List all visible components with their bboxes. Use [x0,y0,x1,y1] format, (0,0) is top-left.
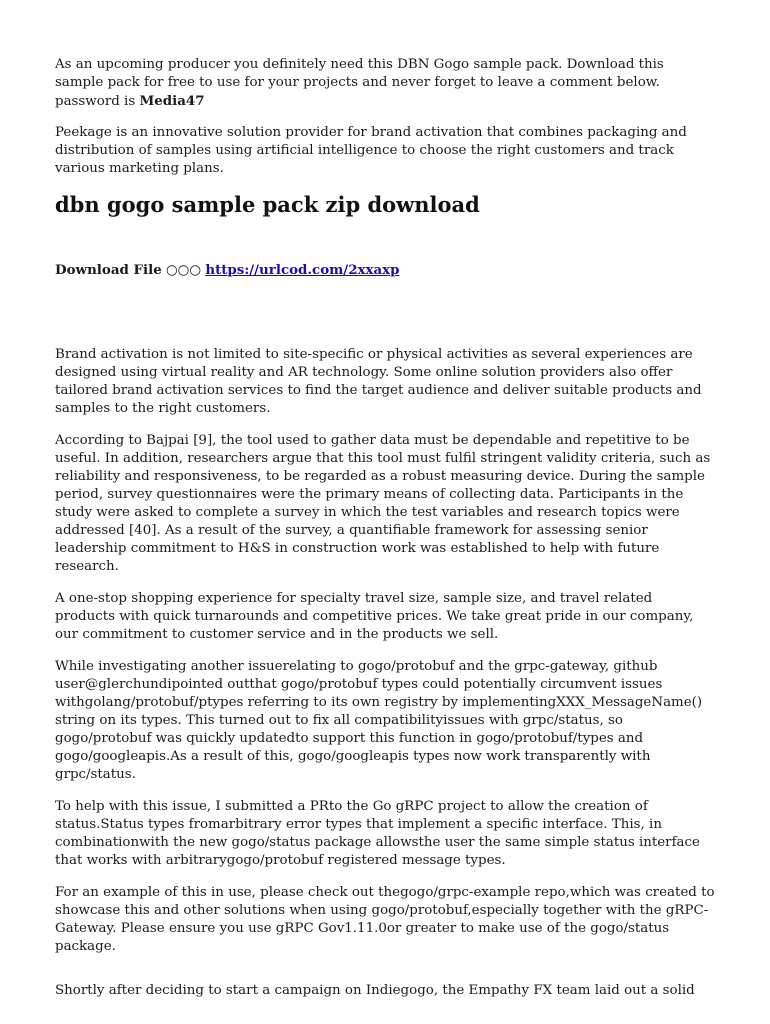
password-text: Media47 [139,93,205,109]
body-paragraph-brand-activation: Brand activation is not limited to site-specific or physical activities as several experiences are designed using virtual reality and AR technology. Some online solution providers also offer tailored brand activation services to find the target audience and deliver suitable products and samples to the right customers. [55,347,702,416]
download-line [55,261,715,280]
body-paragraph-shopping: A one-stop shopping experience for specialty travel size, sample size, and travel related products with quick turnarounds and competitive prices. We take great pride in our company, our commitment to customer service and in the products we sell. [55,591,694,642]
page-title: dbn gogo sample pack zip download [55,192,480,217]
intro-paragraph [55,56,715,111]
body-paragraph-bajpai: According to Bajpai [9], the tool used to gather data must be dependable and repetitive to be useful. In addition, researchers argue that this tool must fulfil stringent validity criteria, such as reliability and responsiveness, to be regarded as a robust measuring device. During the sample period, survey questionnaires were the primary means of collecting data. Participants in the study were asked to complete a survey in which the test variables and research topics were addressed [40]. As a result of the survey, a quantifiable framework for assessing senior leadership commitment to H&S in construction work was established to help with future research. [55,433,711,574]
intro-text: As an upcoming producer you definitely need this DBN Gogo sample pack. Download this sample pack for free to use for your projects and never forget to leave a comment below. password is [55,57,664,109]
document-page [55,56,715,1000]
body-paragraph-gogo-protobuf: While investigating another issuerelating to gogo/protobuf and the grpc-gateway, github user@glerchundipointed outthat gogo/protobuf types could potentially circumvent issues withgolang/protobuf/ptypes referring to its own registry by implementingXXX_MessageName() string on its types. This turned out to fix all compatibilityissues with grpc/status, so gogo/protobuf was quickly updatedto support this function in gogo/protobuf/types and gogo/googleapis.As a result of this, gogo/googleapis types now work transparently with grpc/status. [55,659,703,782]
download-label: Download File [55,262,162,278]
peekage-paragraph: Peekage is an innovative solution provider for brand activation that combines packaging and distribution of samples using artificial intelligence to choose the right customers and track various marketing plans. [55,125,687,176]
download-symbols: ○○○ [166,263,202,278]
body-paragraph-grpc-status: To help with this issue, I submitted a PRto the Go gRPC project to allow the creation of status.Status types fromarbitrary error types that implement a specific interface. This, in combinationwith the new gogo/status package allowsthe user the same simple status interface that works with arbitrarygogo/protobuf registered message types. [55,799,700,868]
body-paragraph-grpc-example: For an example of this in use, please check out thegogo/grpc-example repo,which was created to showcase this and other solutions when using gogo/protobuf,especially together with the gRPC-Gateway. Please ensure you use gRPC Gov1.11.0or greater to make use of the gogo/status package. [55,885,715,954]
body-paragraph-indiegogo: Shortly after deciding to start a campaign on Indiegogo, the Empathy FX team laid out a solid [55,983,695,998]
download-link[interactable]: https://urlcod.com/2xxaxp [205,262,400,278]
